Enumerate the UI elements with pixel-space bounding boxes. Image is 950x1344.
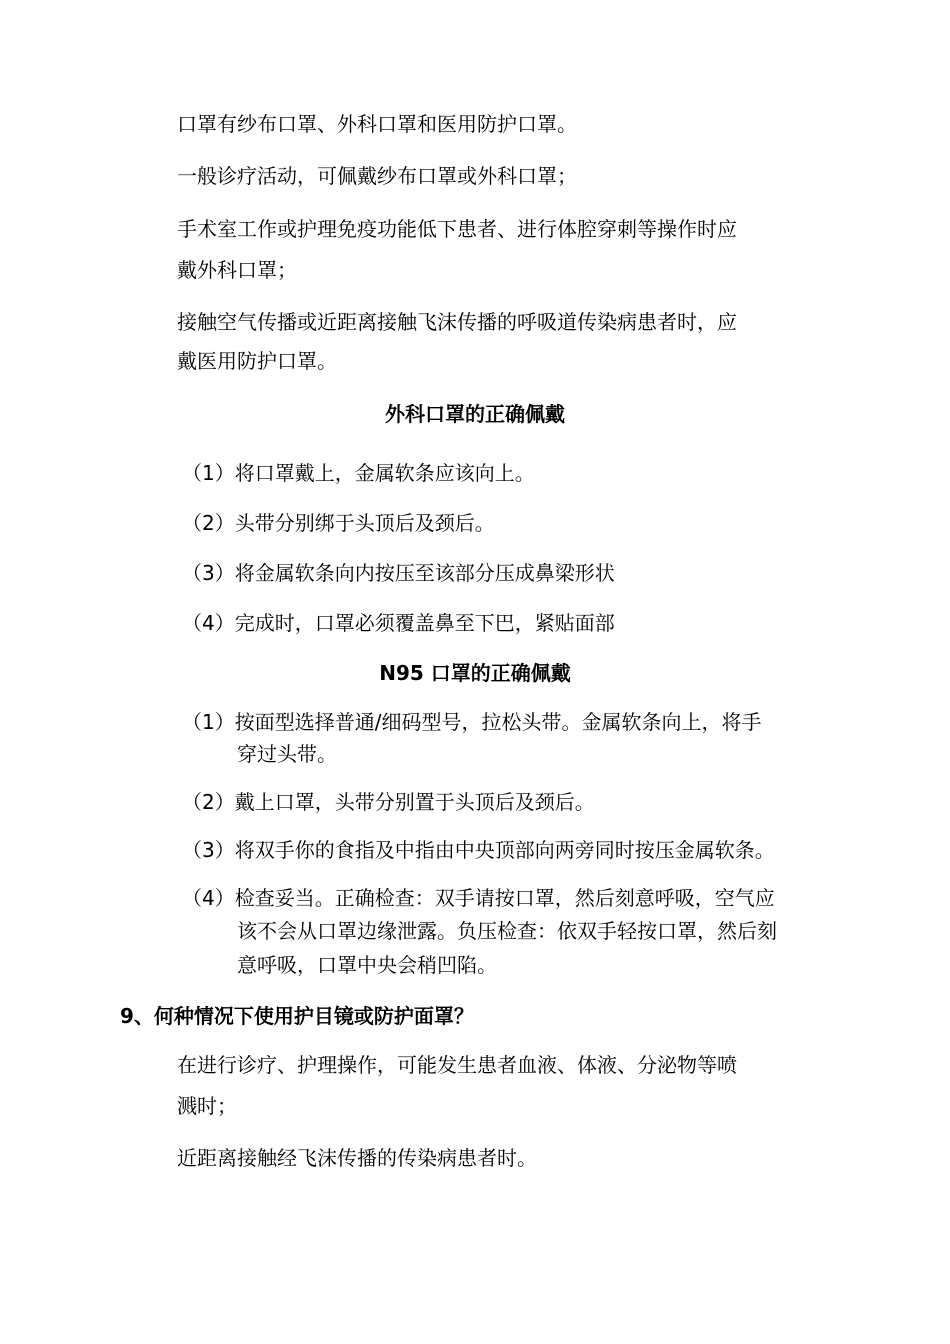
n95-mask-title: N95 口罩的正确佩戴 bbox=[379, 661, 571, 685]
intro-paragraph-3-line-1: 手术室工作或护理免疫功能低下患者、进行体腔穿刺等操作时应 bbox=[177, 217, 737, 241]
intro-paragraph-3-line-2: 戴外科口罩； bbox=[177, 258, 297, 282]
section-9-paragraph-1-line-2: 溅时； bbox=[177, 1094, 237, 1118]
n95-step-4-line-2: 该不会从口罩边缘泄露。负压检查：依双手轻按口罩，然后刻 bbox=[237, 919, 777, 943]
surgical-mask-step-4: （4）完成时，口罩必须覆盖鼻至下巴，紧贴面部 bbox=[182, 611, 615, 635]
intro-paragraph-1: 口罩有纱布口罩、外科口罩和医用防护口罩。 bbox=[177, 112, 577, 136]
n95-step-1-line-1: （1）按面型选择普通/细码型号，拉松头带。金属软条向上，将手 bbox=[182, 710, 762, 734]
n95-step-4-line-3: 意呼吸，口罩中央会稍凹陷。 bbox=[237, 953, 497, 977]
section-9-heading: 9、何种情况下使用护目镜或防护面罩？ bbox=[120, 1004, 474, 1028]
intro-paragraph-2: 一般诊疗活动，可佩戴纱布口罩或外科口罩； bbox=[177, 164, 577, 188]
intro-paragraph-4-line-1: 接触空气传播或近距离接触飞沫传播的呼吸道传染病患者时，应 bbox=[177, 310, 737, 334]
surgical-mask-step-3: （3）将金属软条向内按压至该部分压成鼻梁形状 bbox=[182, 561, 615, 585]
surgical-mask-title: 外科口罩的正确佩戴 bbox=[385, 402, 565, 426]
intro-paragraph-4-line-2: 戴医用防护口罩。 bbox=[177, 349, 337, 373]
n95-step-4-line-1: （4）检查妥当。正确检查：双手请按口罩，然后刻意呼吸，空气应 bbox=[182, 886, 775, 910]
n95-step-2: （2）戴上口罩，头带分别置于头顶后及颈后。 bbox=[182, 790, 595, 814]
n95-step-1-line-2: 穿过头带。 bbox=[237, 742, 337, 766]
surgical-mask-step-2: （2）头带分别绑于头顶后及颈后。 bbox=[182, 511, 495, 535]
surgical-mask-step-1: （1）将口罩戴上，金属软条应该向上。 bbox=[182, 461, 535, 485]
n95-step-3: （3）将双手你的食指及中指由中央顶部向两旁同时按压金属软条。 bbox=[182, 838, 775, 862]
section-9-paragraph-1-line-1: 在进行诊疗、护理操作，可能发生患者血液、体液、分泌物等喷 bbox=[177, 1053, 737, 1077]
section-9-paragraph-2: 近距离接触经飞沫传播的传染病患者时。 bbox=[177, 1146, 537, 1170]
